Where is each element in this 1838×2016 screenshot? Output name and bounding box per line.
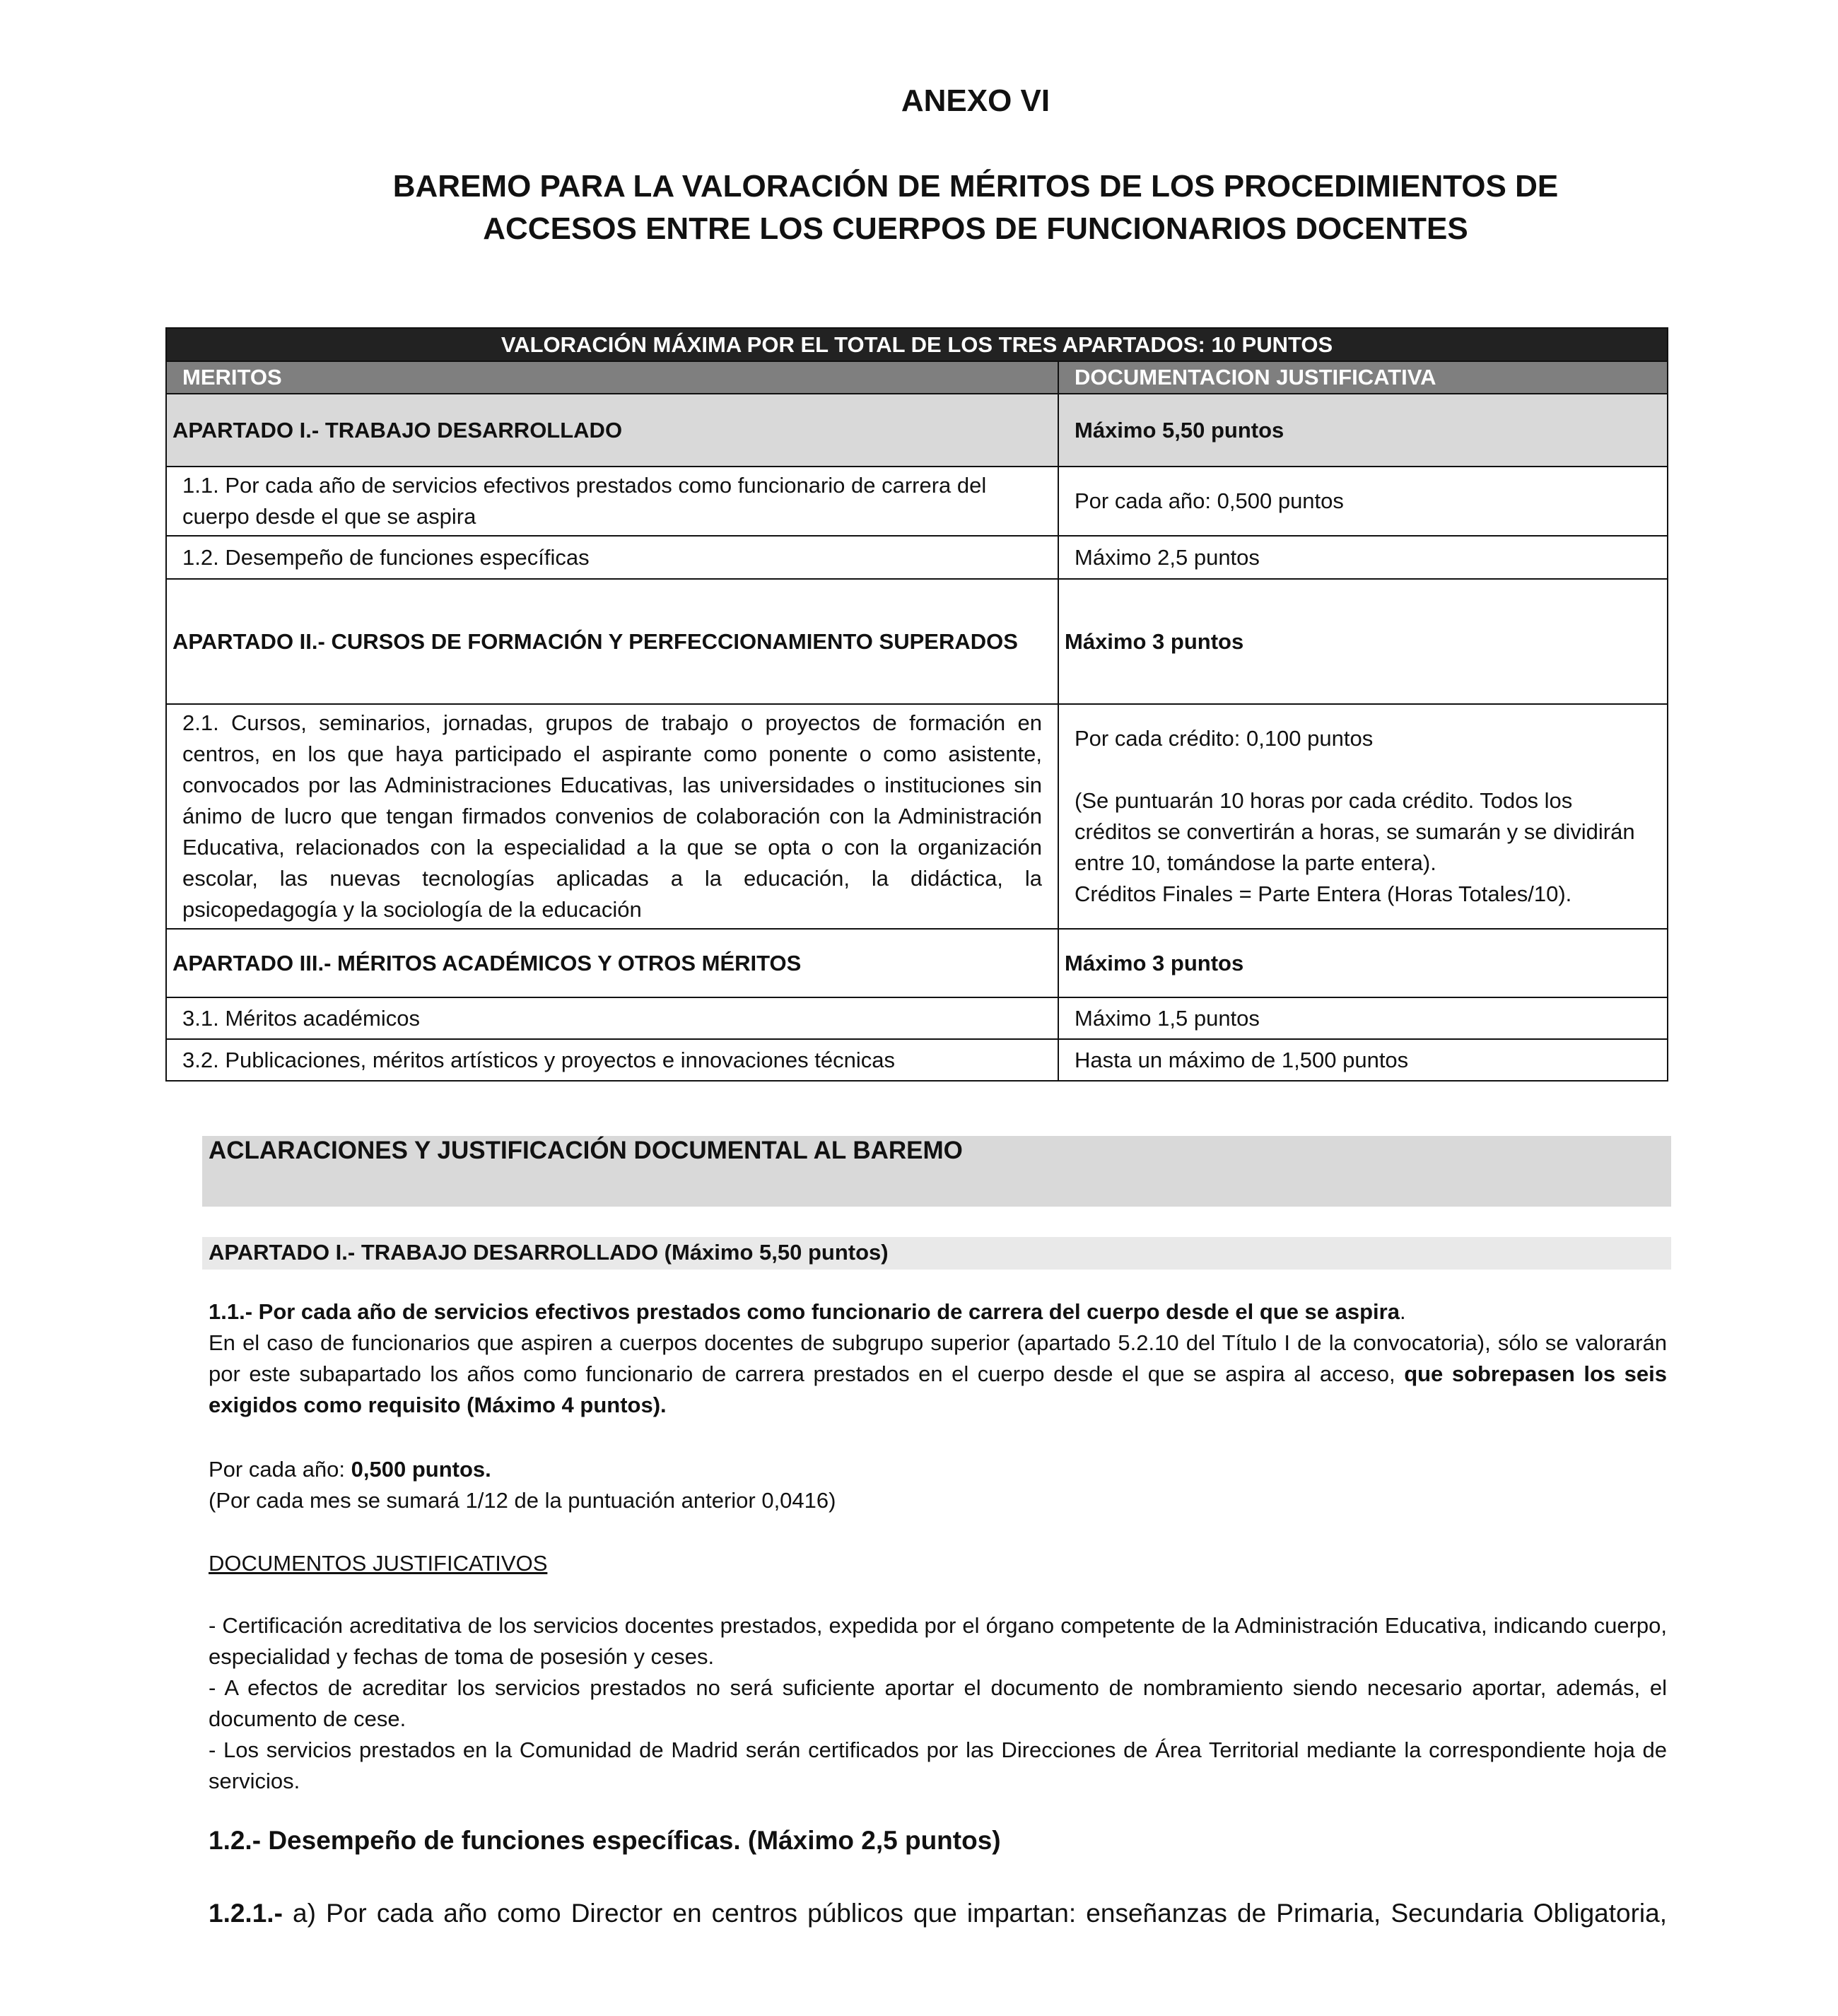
apartado-2-title: APARTADO II.- CURSOS DE FORMACIÓN Y PERFECCIONAMIENTO SUPERADOS [166,579,1058,704]
item-2-1-details [1058,704,1668,929]
item-3-1-value: Máximo 1,5 puntos [1058,997,1668,1039]
documentos-justificativos-heading: DOCUMENTOS JUSTIFICATIVOS [209,1551,548,1576]
aclaraciones-title: ACLARACIONES Y JUSTIFICACIÓN DOCUMENTAL AL BAREMO [209,1137,963,1164]
apartado-3-title: APARTADO III.- MÉRITOS ACADÉMICOS Y OTROS MÉRITOS [166,929,1058,997]
page-subtitle [0,165,1838,250]
table-row-1-2 [166,536,1668,579]
aclaraciones-apartado-1-title: APARTADO I.- TRABAJO DESARROLLADO (Máximo 5,50 puntos) [209,1240,889,1265]
table-row-3-2 [166,1039,1668,1081]
table-row-1-1 [166,467,1668,536]
table-row-3-1 [166,997,1668,1039]
item-1-2-value: Máximo 2,5 puntos [1058,536,1668,579]
item-3-2-value: Hasta un máximo de 1,500 puntos [1058,1039,1668,1081]
subtitle-line-1: BAREMO PARA LA VALORACIÓN DE MÉRITOS DE LOS PROCEDIMIENTOS DE [392,169,1559,204]
table-row-apartado-3 [166,929,1668,997]
per-month-line: (Por cada mes se sumará 1/12 de la puntuación anterior 0,0416) [209,1488,836,1513]
item-3-2-text: 3.2. Publicaciones, méritos artísticos y proyectos e innovaciones técnicas [166,1039,1058,1081]
table-row-apartado-1 [166,394,1668,467]
item-2-1-text: 2.1. Cursos, seminarios, jornadas, grupos de trabajo o proyectos de formación en centros, en los que haya participado el aspirante como ponente o como asistente, convocados por las Administraciones Educativas, las universidades o instituciones sin ánimo de lucro que tengan firmados convenios de colaboración con la Administración Educativa, relacionados con la especialidad a la que se opta o con la organización escolar, las nuevas tecnologías aplicadas a la educación, la didáctica, la psicopedagogía y la sociología de la educación [166,704,1058,929]
apartado-2-max: Máximo 3 puntos [1058,579,1668,704]
table-banner: VALORACIÓN MÁXIMA POR EL TOTAL DE LOS TRES APARTADOS: 10 PUNTOS [166,328,1668,361]
section-1-2-heading: 1.2.- Desempeño de funciones específicas. (Máximo 2,5 puntos) [209,1826,1001,1855]
column-header-meritos: MERITOS [166,361,1058,394]
table-row-2-1 [166,704,1668,929]
section-1-1-body [209,1328,1667,1421]
item-1-2-text: 1.2. Desempeño de funciones específicas [166,536,1058,579]
item-2-1-formula: Créditos Finales = Parte Entera (Horas Totales/10). [1075,881,1572,906]
section-1-2-1-text: a) Por cada año como Director en centros públicos que impartan: enseñanzas de Primaria, Secundaria Obligatoria, [282,1899,1667,1928]
document-item-1: - Certificación acreditativa de los servicios docentes prestados, expedida por el órgano competente de la Administración Educativa, indicando cuerpo, especialidad y fechas de toma de posesión y ceses. [209,1613,1667,1669]
item-1-1-text: 1.1. Por cada año de servicios efectivos prestados como funcionario de carrera del cuerpo desde el que se aspira [166,467,1058,536]
table-header-row [166,361,1668,394]
section-1-1-heading-end: . [1399,1299,1406,1324]
per-year-value: 0,500 puntos. [351,1457,491,1482]
section-1-1-body-text: En el caso de funcionarios que aspiren a cuerpos docentes de subgrupo superior (apartado 5.2.10 del Título I de la convocatoria), sólo se valorarán por este subapartado los años como funcionario de carrera prestados en el cuerpo desde el que se aspira al acceso, [209,1330,1667,1386]
item-2-1-note: (Se puntuarán 10 horas por cada crédito. Todos los créditos se convertirán a horas, se sumarán y se dividirán entre 10, tomándose la parte entera). [1075,788,1635,875]
table-row-apartado-2 [166,579,1668,704]
subtitle-line-2: ACCESOS ENTRE LOS CUERPOS DE FUNCIONARIOS DOCENTES [483,211,1468,246]
column-header-documentacion: DOCUMENTACION JUSTIFICATIVA [1058,361,1668,394]
section-1-2-1-line [209,1897,1667,1930]
apartado-1-title: APARTADO I.- TRABAJO DESARROLLADO [166,394,1058,467]
section-1-1-heading [209,1296,1667,1328]
page-title: ANEXO VI [901,83,1050,118]
apartado-3-max: Máximo 3 puntos [1058,929,1668,997]
item-1-1-value: Por cada año: 0,500 puntos [1058,467,1668,536]
document-item-2: - A efectos de acreditar los servicios prestados no será suficiente aportar el documento de nombramiento siendo necesario aportar, además, el documento de cese. [209,1675,1667,1731]
item-3-1-text: 3.1. Méritos académicos [166,997,1058,1039]
baremo-table [165,327,1668,1082]
table-banner-row [166,328,1668,361]
per-year-line [209,1454,1667,1485]
section-1-2-1-label: 1.2.1.- [209,1899,283,1928]
document-item-3: - Los servicios prestados en la Comunidad de Madrid serán certificados por las Direcciones de Área Territorial mediante la correspondiente hoja de servicios. [209,1737,1667,1793]
per-year-label: Por cada año: [209,1457,351,1482]
section-1-1-body-bold: que sobrepasen los seis exigidos como requisito (Máximo 4 puntos). [209,1361,1668,1417]
section-1-1-heading-text: 1.1.- Por cada año de servicios efectivos prestados como funcionario de carrera del cuerpo desde el que se aspira [209,1299,1400,1324]
item-2-1-value: Por cada crédito: 0,100 puntos [1075,726,1374,751]
apartado-1-max: Máximo 5,50 puntos [1058,394,1668,467]
spacer [1075,754,1651,785]
